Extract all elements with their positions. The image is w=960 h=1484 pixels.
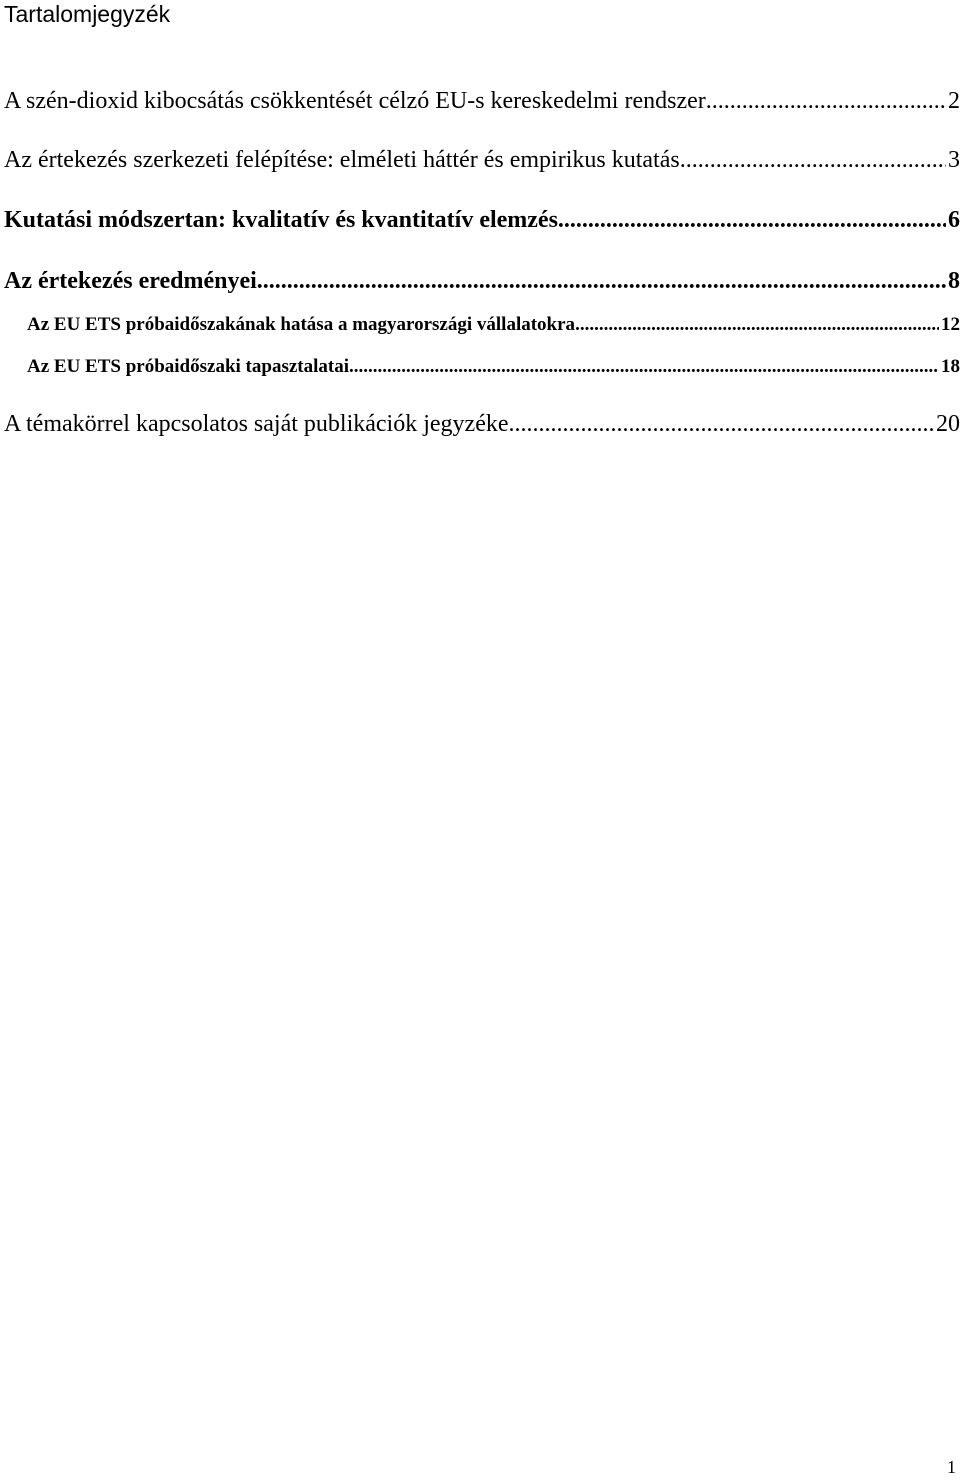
toc-entry[interactable] (0, 266, 960, 296)
page-number: 1 (947, 1457, 956, 1477)
toc-entry-page: 8 (948, 268, 960, 294)
toc-entry-page: 2 (948, 88, 960, 114)
toc-dot-leader (680, 145, 946, 175)
toc-entry-page: 12 (941, 314, 960, 335)
toc-entry-text: A témakörrel kapcsolatos saját publikációk jegyzéke (4, 411, 509, 437)
toc-entry-page: 18 (941, 356, 960, 377)
toc-title: Tartalomjegyzék (4, 1, 171, 27)
toc-entry[interactable] (0, 409, 960, 439)
toc-entry-page: 6 (948, 207, 960, 233)
toc-entry[interactable] (0, 86, 960, 116)
toc-dot-leader (257, 266, 946, 296)
toc-entry-text: Az értekezés eredményei (4, 268, 257, 294)
toc-entry[interactable] (0, 205, 960, 235)
toc-dot-leader (349, 355, 939, 379)
toc-dot-leader (509, 409, 935, 439)
toc-dot-leader (706, 86, 946, 116)
toc-entry-page: 3 (948, 147, 960, 173)
toc-entry-text: Az EU ETS próbaidőszakának hatása a magyarországi vállalatokra (27, 314, 576, 335)
toc-entry-text: Az EU ETS próbaidőszaki tapasztalatai (27, 356, 349, 377)
toc-entry-text: Az értekezés szerkezeti felépítése: elméleti háttér és empirikus kutatás (4, 147, 680, 173)
toc-entry[interactable] (0, 145, 960, 175)
toc-subentry[interactable] (0, 355, 960, 379)
toc-dot-leader (558, 205, 946, 235)
toc-entry-text: Kutatási módszertan: kvalitatív és kvantitatív elemzés (4, 207, 558, 233)
toc-entry-page: 20 (936, 411, 960, 437)
toc-dot-leader (575, 313, 939, 337)
toc-subentry[interactable] (0, 313, 960, 337)
toc-entry-text: A szén-dioxid kibocsátás csökkentését célzó EU-s kereskedelmi rendszer (4, 88, 706, 114)
